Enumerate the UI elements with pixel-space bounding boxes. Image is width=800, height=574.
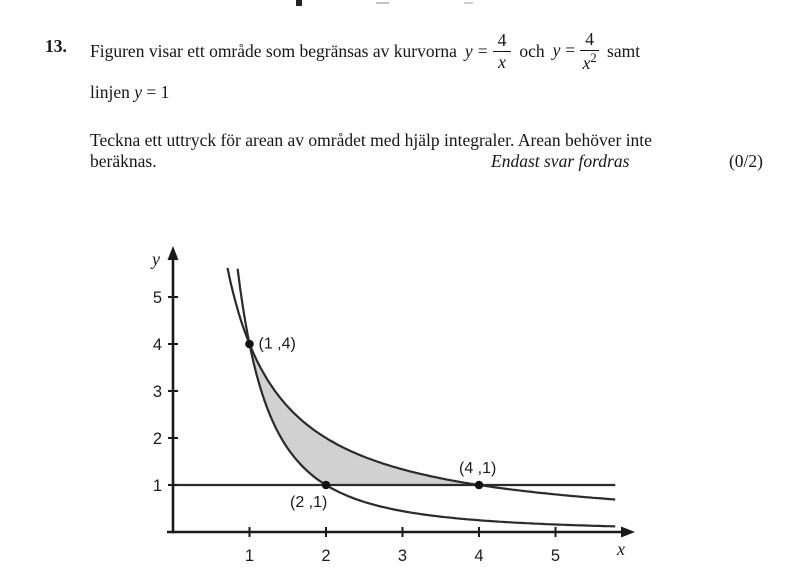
equation-2-denominator-exponent: 2 xyxy=(590,50,597,65)
equation-1-variable: y xyxy=(464,40,473,61)
data-point xyxy=(322,481,331,490)
equation-1-fraction xyxy=(493,31,512,72)
statement-line-2 xyxy=(90,82,763,104)
conjunction: och xyxy=(519,40,545,61)
y-tick-label: 3 xyxy=(152,383,162,401)
equation-2-relation: = xyxy=(565,40,576,61)
line2-rest: = 1 xyxy=(146,82,170,102)
x-axis-label: x xyxy=(617,539,625,559)
statement-suffix: samt xyxy=(607,40,641,61)
line2-word: linjen xyxy=(90,82,130,102)
page-crop-artifact xyxy=(464,2,473,4)
equation-1-relation: = xyxy=(477,40,488,61)
problem-body xyxy=(90,24,763,172)
data-point xyxy=(245,340,254,349)
task-line-2-text: beräknas. xyxy=(90,151,157,171)
statement-line-1 xyxy=(90,24,763,78)
equation-1-numerator: 4 xyxy=(493,31,512,52)
note-italic: Endast svar fordras xyxy=(491,151,630,171)
score-badge: (0/2) xyxy=(728,151,763,171)
data-point xyxy=(475,481,484,490)
x-tick-label: 5 xyxy=(550,547,561,565)
x-tick-label: 2 xyxy=(321,547,331,565)
x-tick-label: 3 xyxy=(397,547,408,565)
line2-variable: y xyxy=(134,82,143,102)
y-axis-label: y xyxy=(152,249,160,269)
equation-2-denominator xyxy=(580,51,599,73)
curve-2 xyxy=(238,269,616,527)
problem-number: 13. xyxy=(45,36,67,56)
equation-2 xyxy=(553,30,599,73)
y-tick-label: 4 xyxy=(152,336,162,354)
y-tick-label: 2 xyxy=(152,430,162,448)
page-crop-artifact xyxy=(296,0,302,6)
task-line-1: Teckna ett uttryck för arean av området med hjälp integraler. Arean behöver inte xyxy=(90,130,652,150)
x-tick-label: 4 xyxy=(474,547,484,565)
task-line-2 xyxy=(90,151,763,172)
equation-2-variable: y xyxy=(552,40,561,61)
equation-1 xyxy=(465,31,511,72)
point-label: (1 ,4) xyxy=(258,335,296,353)
x-axis-arrow xyxy=(621,527,635,538)
task-paragraph xyxy=(90,130,763,172)
point-label: (2 ,1) xyxy=(290,494,328,511)
shaded-region xyxy=(250,344,480,485)
equation-2-numerator: 4 xyxy=(580,30,599,51)
y-tick-label: 1 xyxy=(152,477,162,495)
point-label: (4 ,1) xyxy=(459,460,497,477)
equation-2-fraction xyxy=(580,30,599,73)
equation-2-denominator-base: x xyxy=(582,52,591,73)
y-tick-label: 5 xyxy=(152,289,162,307)
page-crop-artifact xyxy=(376,2,389,4)
curve-1 xyxy=(228,268,616,500)
figure-graph xyxy=(130,243,650,569)
statement-prefix: Figuren visar ett område som begränsas av kurvorna xyxy=(90,40,457,61)
x-tick-label: 1 xyxy=(244,547,255,565)
figure-graph-svg xyxy=(130,243,650,569)
y-axis-arrow xyxy=(168,246,179,260)
equation-1-denominator: x xyxy=(498,51,506,72)
